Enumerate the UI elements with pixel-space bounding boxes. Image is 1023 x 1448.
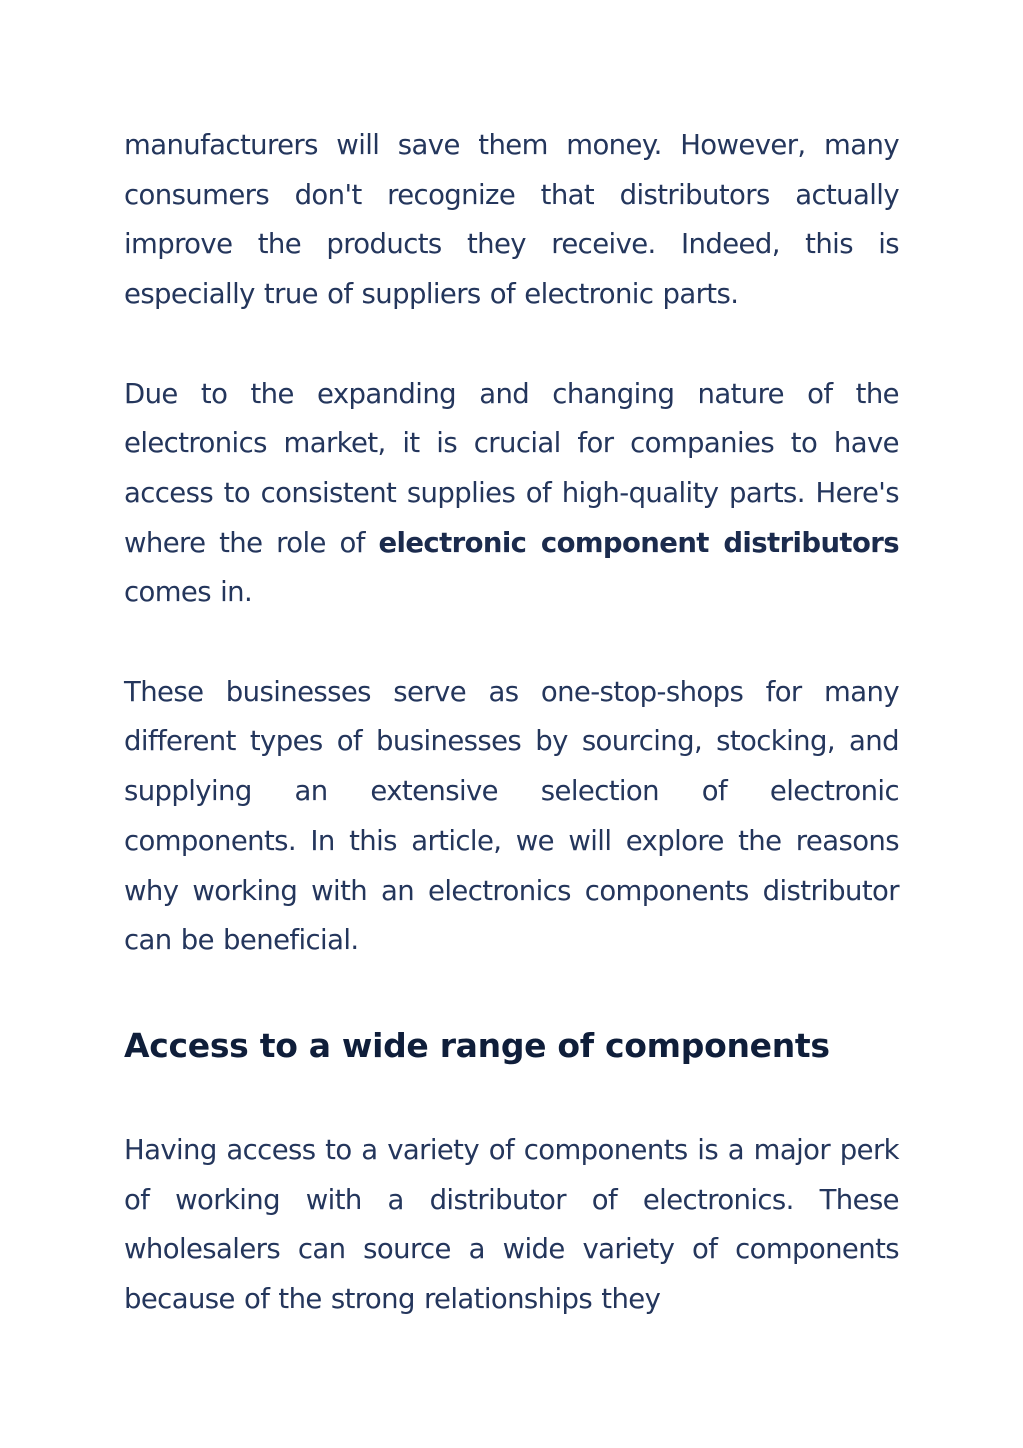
- document-page: [124, 121, 899, 1325]
- paragraph-one-stop-shops: These businesses serve as one-stop-shops for many different types of businesses by sourcing, stocking, and supplying an extensive selection of electronic components. In this article, we will explore the reasons why working with an electronics components distributor can be beneficial.: [124, 675, 899, 957]
- paragraph-distributors-role: [124, 370, 899, 619]
- paragraph-text: Due to the expanding and changing nature of the electronics market, it is crucial for companies to have access to consistent supplies of high-quality parts. Here's where the role of: [124, 377, 899, 559]
- paragraph-variety: Having access to a variety of components is a major perk of working with a distributor of electronics. These wholesalers can source a wide variety of components because of the strong relationships they: [124, 1133, 899, 1316]
- paragraph-text: comes in.: [124, 576, 253, 609]
- paragraph-intro: manufacturers will save them money. However, many consumers don't recognize that distributors actually improve the products they receive. Indeed, this is especially true of suppliers of electronic parts.: [124, 129, 899, 311]
- bold-key-phrase: electronic component distributors: [378, 526, 899, 559]
- section-heading: Access to a wide range of components: [124, 1025, 830, 1065]
